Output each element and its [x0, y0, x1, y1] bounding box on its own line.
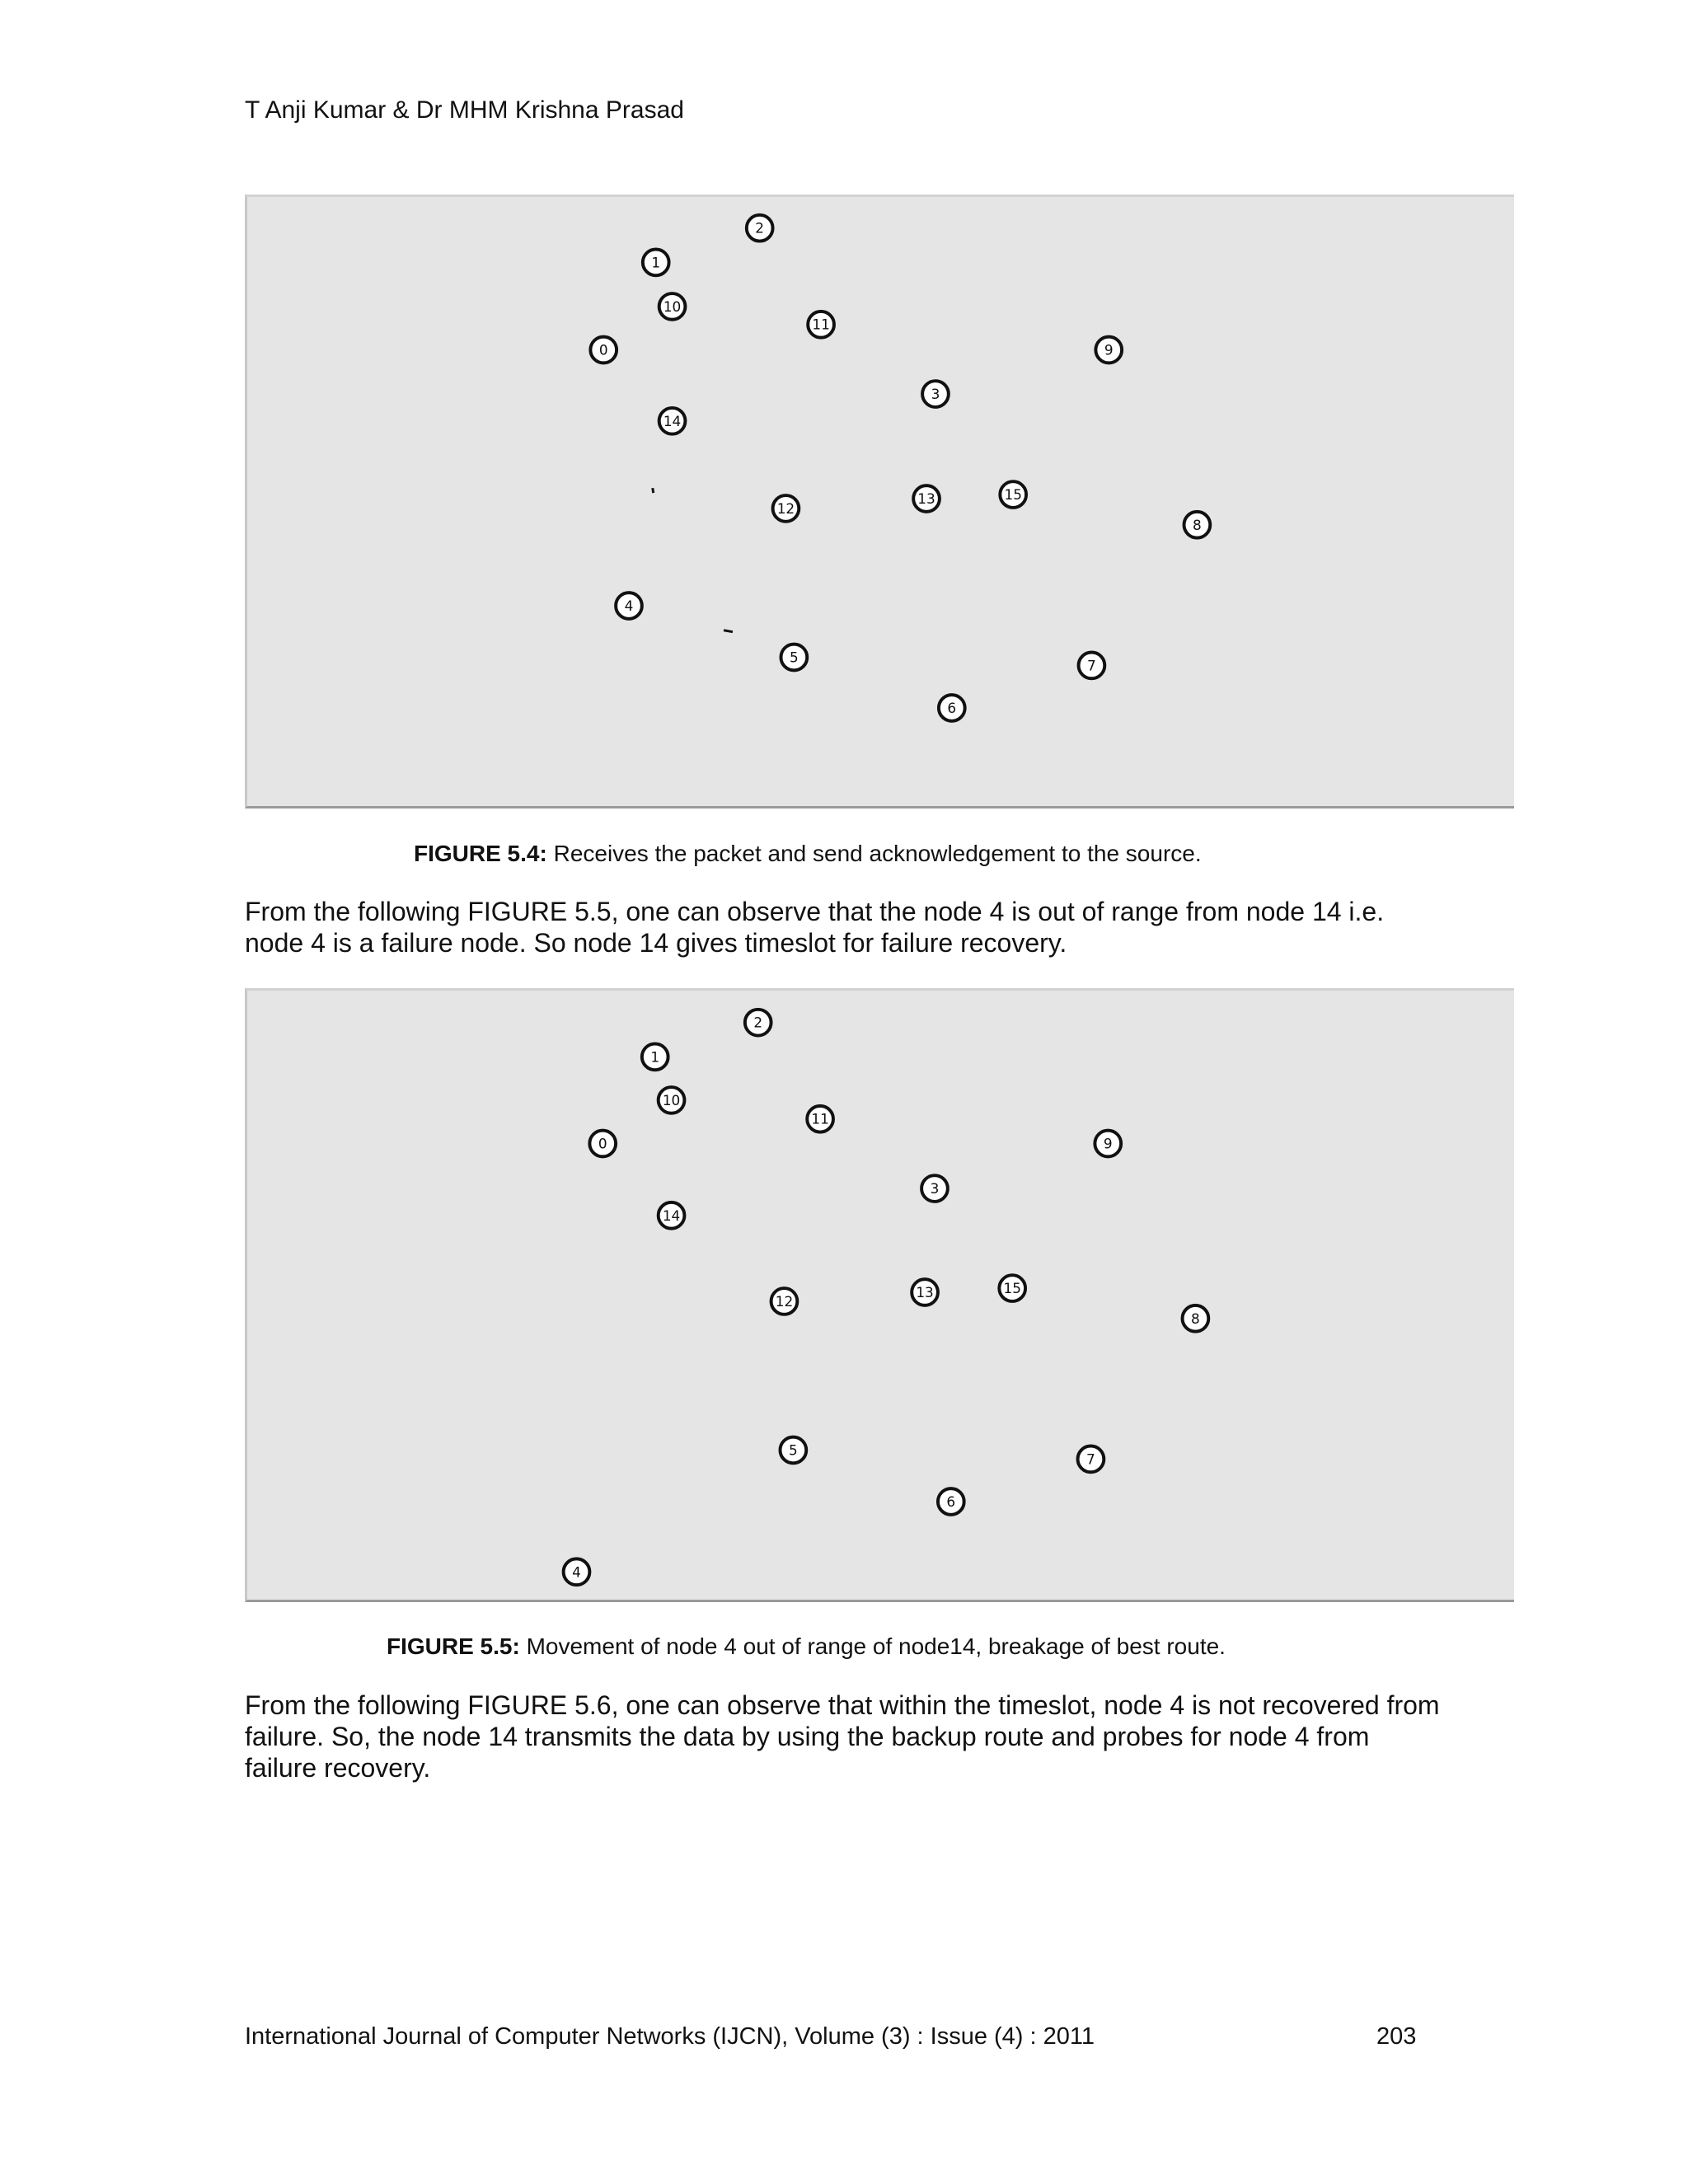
- node-label: 6: [947, 699, 957, 716]
- node-label: 2: [753, 1014, 763, 1031]
- node-6: [938, 1488, 964, 1515]
- node-7: [1078, 1446, 1104, 1473]
- node-label: 10: [662, 1091, 681, 1108]
- node-1: [643, 249, 669, 275]
- node-12: [771, 1288, 798, 1315]
- figure-5-4-caption: [414, 841, 1202, 867]
- node-label: 15: [1003, 1280, 1021, 1297]
- node-label: 9: [1104, 341, 1114, 359]
- node-label: 4: [572, 1563, 581, 1581]
- node-7: [1079, 653, 1105, 679]
- journal-footer: International Journal of Computer Networks (IJCN), Volume (3) : Issue (4) : 2011: [245, 2023, 1095, 2050]
- node-label: 13: [916, 1284, 934, 1301]
- running-header: T Anji Kumar & Dr MHM Krishna Prasad: [245, 96, 684, 124]
- caption-text: Movement of node 4 out of range of node14, breakage of best route.: [519, 1633, 1226, 1659]
- node-label: 1: [651, 254, 661, 271]
- figure-5-5-network: [247, 991, 1514, 1600]
- node-5: [781, 644, 807, 671]
- node-label: 12: [775, 1292, 794, 1310]
- node-0: [590, 337, 617, 363]
- node-label: 15: [1004, 486, 1022, 504]
- node-6: [939, 695, 965, 721]
- node-9: [1095, 1131, 1121, 1157]
- node-label: 7: [1086, 1451, 1095, 1468]
- node-8: [1184, 512, 1211, 538]
- figure-5-4-network: [247, 197, 1514, 806]
- node-1: [642, 1043, 668, 1070]
- node-label: 3: [931, 386, 940, 403]
- node-label: 0: [598, 1135, 607, 1152]
- packet-mark: [653, 488, 654, 493]
- node-2: [745, 1010, 771, 1036]
- node-4: [616, 593, 642, 619]
- node-2: [747, 215, 773, 241]
- node-3: [922, 381, 949, 407]
- caption-label: FIGURE 5.4:: [414, 841, 547, 866]
- node-13: [913, 485, 940, 512]
- node-label: 3: [930, 1180, 940, 1197]
- node-label: 8: [1191, 1310, 1200, 1327]
- node-label: 1: [650, 1048, 660, 1066]
- node-11: [808, 312, 834, 338]
- node-label: 6: [946, 1493, 956, 1510]
- caption-label: FIGURE 5.5:: [387, 1633, 520, 1659]
- node-14: [659, 408, 686, 434]
- node-8: [1183, 1305, 1209, 1332]
- node-10: [659, 293, 686, 320]
- node-11: [807, 1106, 833, 1132]
- figure-5-4-image: [245, 194, 1514, 808]
- node-label: 5: [789, 649, 799, 666]
- node-label: 11: [812, 316, 830, 333]
- node-9: [1095, 337, 1122, 363]
- node-3: [921, 1175, 948, 1202]
- node-label: 0: [598, 341, 608, 359]
- node-label: 11: [811, 1110, 829, 1127]
- node-15: [1000, 481, 1026, 508]
- node-label: 2: [755, 219, 765, 237]
- node-14: [659, 1202, 685, 1229]
- node-4: [564, 1558, 590, 1585]
- node-13: [912, 1279, 938, 1305]
- packet-mark: [724, 630, 733, 632]
- node-15: [999, 1275, 1025, 1301]
- node-label: 9: [1103, 1135, 1113, 1152]
- node-label: 10: [663, 298, 682, 315]
- node-0: [589, 1131, 616, 1157]
- node-12: [773, 495, 799, 522]
- node-5: [780, 1437, 806, 1464]
- node-label: 12: [776, 499, 795, 517]
- node-label: 13: [917, 490, 935, 508]
- node-label: 14: [662, 1207, 681, 1224]
- figure-5-5-image: [245, 988, 1514, 1602]
- body-paragraph: From the following FIGURE 5.5, one can observe that the node 4 is out of range from node 14 i.e. node 4 is a failure node. So node 14 gives timeslot for failure recovery.: [245, 897, 1385, 958]
- node-label: 4: [624, 597, 634, 614]
- body-paragraph: From the following FIGURE 5.6, one can observe that within the timeslot, node 4 is not recovered from failure. So, the node 14 transmits the data by using the backup route and probes for node 4 from failure recovery.: [245, 1690, 1440, 1783]
- node-10: [659, 1087, 685, 1113]
- node-label: 14: [663, 412, 682, 429]
- figure-5-5-caption: [387, 1633, 1226, 1660]
- node-label: 7: [1087, 657, 1096, 674]
- caption-text: Receives the packet and send acknowledgement to the source.: [546, 841, 1202, 866]
- node-label: 8: [1193, 516, 1202, 533]
- page-number: 203: [1376, 2023, 1417, 2050]
- node-label: 5: [788, 1441, 798, 1459]
